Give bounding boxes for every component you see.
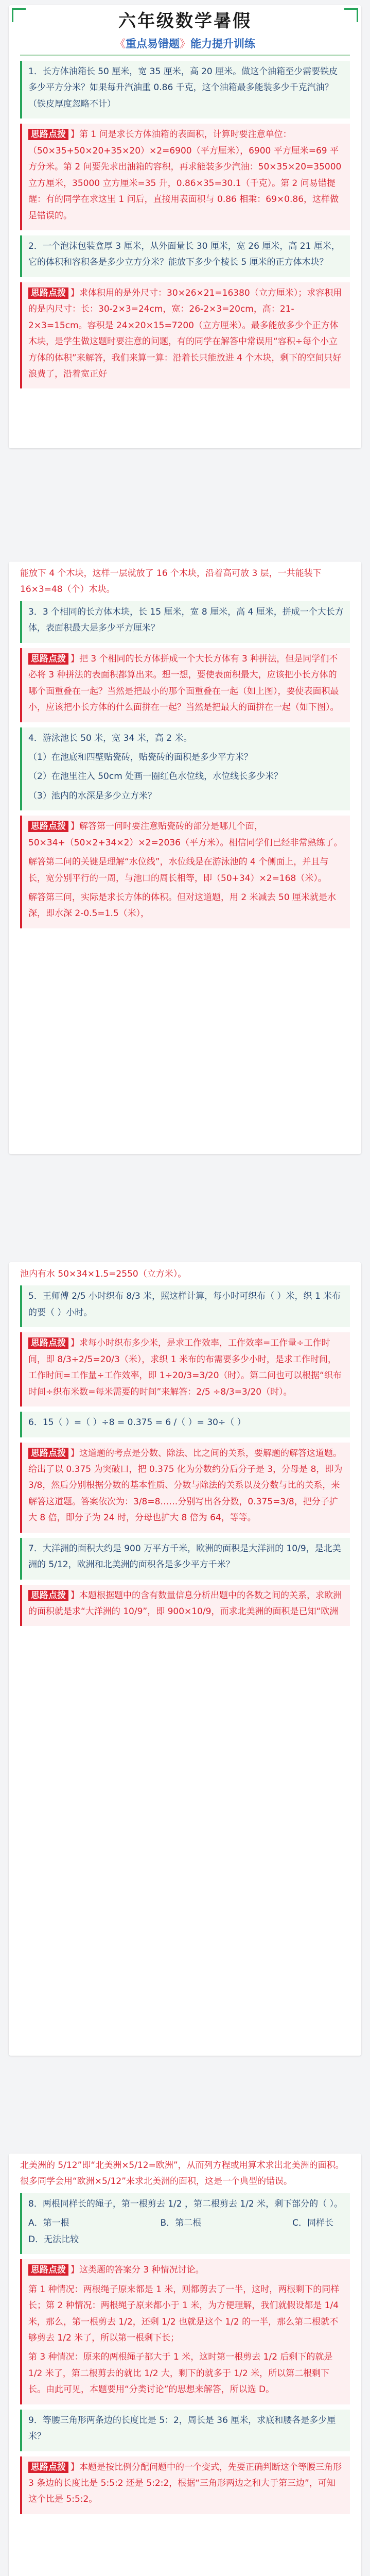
subtitle-suffix: 能力提升训练	[190, 38, 255, 50]
page-subtitle	[20, 36, 350, 52]
solution-2	[20, 282, 350, 389]
solution-tag: 思路点拨	[28, 1448, 68, 1459]
question-text: 4．游泳池长 50 米，宽 34 米，高 2 米。	[28, 733, 192, 743]
card-3	[9, 1262, 361, 2056]
question-subitem: （1）在池底和四壁贴瓷砖，贴瓷砖的面积是多少平方米？	[28, 752, 253, 762]
question-6	[20, 1412, 350, 1437]
solution-8	[20, 2259, 350, 2404]
question-1	[20, 61, 350, 118]
corner-decoration	[12, 8, 26, 22]
bracket-left: 《	[115, 38, 126, 50]
question-text: 3．3 个相同的长方体木块，长 15 厘米，宽 8 厘米，高 4 厘米，拼成一个大长方体，表面积最大是多少平方厘米？	[28, 606, 344, 634]
question-text: 7．大洋洲的面积大约是 900 万平方千米，欧洲的面积是大洋洲的 10/9，是北美洲的 5/12，欧洲和北美洲的面积各是多少平方千米？	[28, 1543, 341, 1570]
option-c: C．同样长	[292, 2218, 333, 2229]
options-row	[28, 2215, 344, 2231]
question-text: 1．长方体油箱长 50 厘米，宽 35 厘米，高 20 厘米。做这个油箱至少需要铁皮多少平方分米？如果每升汽油重 0.86 千克，这个油箱最多能装多少千克汽油？（铁皮厚度忽略不计）	[28, 66, 338, 109]
solution-text: 】解答第一问时要注意贴瓷砖的部分是哪几个面，50×34+（50×2+34×2）×2=2036（平方米）。相信同学们已经非常熟练了。	[28, 821, 343, 848]
question-9	[20, 2410, 350, 2451]
question-text: 2．一个泡沫包装盒厚 3 厘米，从外面量长 30 厘米，宽 26 厘米，高 21 厘米，它的体积和容积各是多少立方分米？能放下多少个棱长 5 厘米的正方体木块？	[28, 241, 340, 268]
solution-9	[20, 2456, 350, 2514]
option-a: A．第一根	[28, 2218, 69, 2229]
solution-tag: 思路点拨	[28, 2264, 68, 2276]
solution-tag: 思路点拨	[28, 653, 68, 665]
solution-tag: 思路点拨	[28, 2462, 68, 2473]
solution-tag: 思路点拨	[28, 287, 68, 299]
solution-continuation: 池内有水 50×34×1.5=2550（立方米）。	[20, 1269, 187, 1279]
question-subitem: （3）池内的水深是多少立方米？	[28, 790, 156, 801]
solution-tag: 思路点拨	[28, 129, 68, 140]
solution-text: 】本题根据题中的含有数量信息分析出题中的各数之间的关系，求欧洲的面积就是求“大洋洲的 10/9”，即 900×10/9，而求北美洲的面积是已知“欧洲	[28, 1590, 342, 1617]
solution-1	[20, 124, 350, 230]
solution-text: 】本题是按比例分配问题中的一个变式，先要正确判断这个等腰三角形 3 条边的长度比是 5:5:2 还是 5:2:2，根据“三角形两边之和大于第三边”，可知这个比是 5:5:2。	[28, 2462, 342, 2505]
solution-tag: 思路点拨	[28, 1337, 68, 1349]
solution-text: 】这类题的答案分 3 种情况讨论。	[71, 2265, 204, 2276]
option-d: D．无法比较	[28, 2234, 79, 2245]
question-7	[20, 1538, 350, 1580]
question-text: 5．王师傅 2/5 小时织布 8/3 米，照这样计算，每小时可织布（ ）米，织 1 米布的要（ ）小时。	[28, 1291, 341, 1318]
question-8	[20, 2193, 350, 2254]
solution-text: 】第 1 问是求长方体油箱的表面积，计算时要注意单位：（50×35+50×20+35×20）×2=6900（平方厘米），6900 平方厘米=69 平方分米。第 2 问要先求出油箱的容积，再求能装多少汽油：50×35×20=35000 立方厘米，35000 立方厘米=35 升，0.86×35=30.1（千克）。第 2 问易错提醒：有的同学在求这里 1 问后，直接用表面积与 0.86 相乘：69×0.86，这样做是错误的。	[28, 129, 342, 221]
option-b: B．第二根	[160, 2218, 202, 2229]
solution-text: 】把 3 个相同的长方体拼成一个大长方体有 3 种拼法，但是同学们不必将 3 种拼法的表面积都算出来。想一想，要使表面积最大，应该把小长方体的哪个面重叠在一起？当然是把最小的那个面重叠在一起（如上图），要使表面积最小，应该把小长方体的什么面拼在一起？当然是把最大的面拼在一起（如下图）。	[28, 653, 339, 713]
solution-continuation: 能放下 4 个木块，这样一层就放了 16 个木块，沿着高可放 3 层，一共能装下 16×3=48（个）木块。	[20, 568, 322, 595]
bracket-right: 》	[180, 38, 190, 50]
solution-text: 】这道题的考点是分数、除法、比之间的关系，要解题的解答这道题。给出了以 0.375 为突破口，把 0.375 化为分数约分后分子是 3，分母是 8，即为 3/8，然后分别根据分数的基本性质、分数与除法的关系以及分数与比的关系，来解答这道题。答案依次为：3/8=8……分别写出各分数，0.375=3/8，把分子扩大 8 倍，即分子为 24 时，分母也扩大 8 倍为 64，等等。	[28, 1448, 343, 1523]
question-text: 8．两根同样长的绳子，第一根剪去 1/2 ，第二根剪去 1/2 米，剩下部分的（ ）。	[28, 2198, 343, 2209]
question-subitem: （2）在池里注入 50cm 处画一圈红色水位线，水位线长多少米？	[28, 771, 283, 782]
solution-text: 解答第二问的关键是理解“水位线”，水位线是在游泳池的 4 个侧面上，并且与长，宽分别平行的一周，与池口的周长相等，即（50+34）×2=168（米）。	[28, 857, 329, 884]
card-4	[9, 2154, 361, 2576]
solution-7	[20, 1585, 350, 1626]
solution-text: 】求体积用的是外尺寸：30×26×21=16380（立方厘米）；求容积用的是内尺寸：长：30-2×3=24cm，宽：26-2×3=20cm，高：21-2×3=15cm。容积是 24×20×15=7200（立方厘米）。最多能放多少个正方体木块，是学生做这题时要注意的问题，有的同学在解答中常误用“容积÷每个小立方体的体积”来解答，我们来算一算：沿着长只能放进 4 个木块，剩下的空间只好浪费了，沿着宽正好	[28, 287, 342, 379]
question-text: 9．等腰三角形两条边的长度比是 5：2，周长是 36 厘米，求底和腰各是多少厘米？	[28, 2415, 336, 2442]
corner-decoration	[344, 8, 358, 22]
question-2	[20, 235, 350, 277]
solution-text: 】求每小时织布多少米，是求工作效率，工作效率=工作量÷工作时间，即 8/3÷2/5=20/3（米），求织 1 米布的布需要多少小时，是求工作时间，工作时间=工作量÷工作效率，即 1÷20/3=3/20（时）。第二问也可以根据“织布时间÷织布米数=每米需要的时间”来解答：2/5 ÷8/3=3/20（时）。	[28, 1338, 342, 1397]
question-3	[20, 601, 350, 643]
subtitle-highlight: 重点易错题	[126, 38, 180, 50]
question-text: 6．15（ ）=（ ）÷8 = 0.375 = 6 /（ ）= 30÷（ ）	[28, 1417, 246, 1428]
solution-3	[20, 648, 350, 722]
solution-tag: 思路点拨	[28, 821, 68, 832]
solution-4	[20, 816, 350, 928]
solution-tag: 思路点拨	[28, 1590, 68, 1601]
solution-6	[20, 1443, 350, 1533]
solution-continuation: 北美洲的 5/12”即“北美洲×5/12=欧洲”，从而列方程或用算术求出北美洲的面积。很多同学会用“欧洲×5/12”来求北美洲的面积，这是一个典型的错误。	[20, 2160, 344, 2187]
card-2	[9, 562, 361, 1154]
card-1	[9, 5, 361, 448]
solution-5	[20, 1332, 350, 1406]
divider	[20, 55, 350, 56]
question-5	[20, 1285, 350, 1327]
solution-text: 第 1 种情况：两根绳子原来都是 1 米，则都剪去了一半，这时，两根剩下的同样长；第 2 种情况：两根绳子原来都小于 1 米，为方便理解，我们就假设都是 1/4 米，那么，第一根剪去 1/2，还剩 1/2 也就是这个 1/2 的一半，那么第二根就不够剪去 1/2 米了，所以第一根剩下长；	[28, 2284, 340, 2343]
page-title: 六年级数学暑假	[118, 11, 252, 31]
question-4	[20, 727, 350, 811]
solution-text: 解答第三问，实际是求长方体的体积。但对这道题，用 2 米减去 50 厘米就是水深，即水深 2-0.5=1.5（米），	[28, 892, 337, 919]
solution-text: 第 3 种情况：原来的两根绳子都大于 1 米，这时第一根剪去 1/2 后剩下的就是 1/2 米了，第二根剪去的就比 1/2 大，剩下的就多于 1/2 米，所以第二根剩下长。由此可见，本题要用“分类讨论”的思想来解答，所以选 D。	[28, 2352, 333, 2395]
